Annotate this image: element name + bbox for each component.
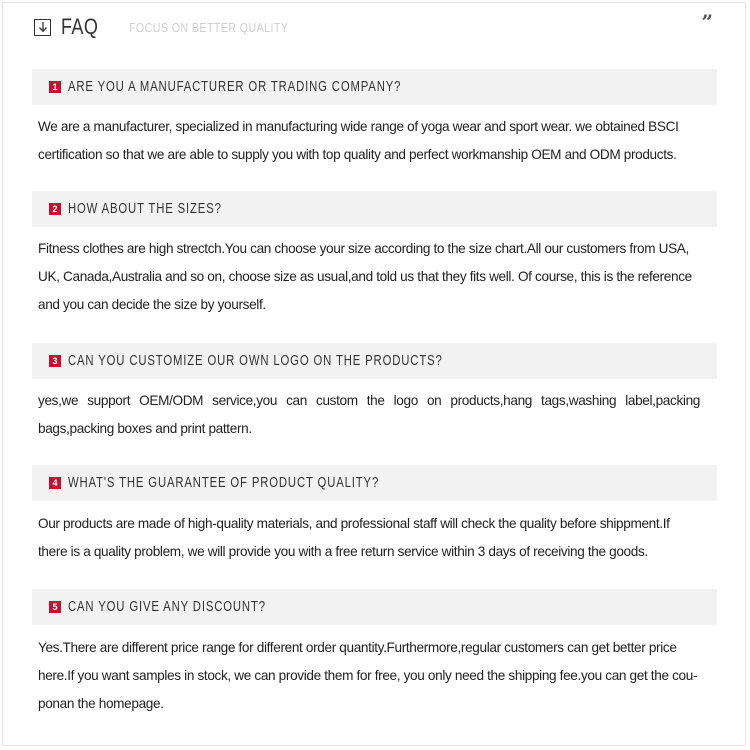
faq-answer-2: Fitness clothes are high strectch.You can choose your size according to the size chart.All our customers from USA, UK, Canada,Australia and so on, choose size as usual,and told us that they fits well. Of course, this is the reference and you can decide the size by yourself. xyxy=(38,241,692,312)
faq-question-1 xyxy=(32,69,717,105)
faq-answer-3: yes,we support OEM/ODM service,you can custom the logo on products,hang tags,washing label,packing bags,packing boxes and print pattern. xyxy=(38,393,700,436)
page-subtitle: FOCUS ON BETTER QUALITY xyxy=(129,19,289,35)
question-number-badge: 3 xyxy=(49,355,61,367)
question-text: CAN YOU CUSTOMIZE OUR OWN LOGO ON THE PRODUCTS? xyxy=(68,353,443,369)
question-number-badge: 4 xyxy=(49,477,61,489)
question-text: CAN YOU GIVE ANY DISCOUNT? xyxy=(68,599,266,615)
question-text: HOW ABOUT THE SIZES? xyxy=(68,201,222,217)
question-number-badge: 2 xyxy=(49,203,61,215)
arrow-down-icon xyxy=(34,19,51,36)
faq-header xyxy=(34,14,323,40)
page-title: FAQ xyxy=(61,14,99,39)
faq-answer-4: Our products are made of high-quality materials, and professional staff will check the quality before shippment.If there is a quality problem, we will provide you with a free return service within 3 days of receiving the goods. xyxy=(38,516,670,559)
question-text: WHAT'S THE GUARANTEE OF PRODUCT QUALITY? xyxy=(68,475,380,491)
faq-answer-5: Yes.There are different price range for different order quantity.Furthermore,regular customers can get better price here.If you want samples in stock, we can provide them for free, you only need the shipping fee.you can get the cou-ponan the homepage. xyxy=(38,640,698,711)
faq-answer-1: We are a manufacturer, specialized in manufacturing wide range of yoga wear and sport wear. we obtained BSCI certification so that we are able to supply you with top quality and perfect workmanship OEM and ODM products. xyxy=(38,119,679,162)
faq-question-4 xyxy=(32,465,717,501)
faq-question-5 xyxy=(32,589,717,625)
faq-question-3 xyxy=(32,343,717,379)
question-text: ARE YOU A MANUFACTURER OR TRADING COMPANY? xyxy=(68,79,402,95)
question-number-badge: 1 xyxy=(49,81,61,93)
question-number-badge: 5 xyxy=(49,601,61,613)
quote-icon: ” xyxy=(701,10,713,34)
faq-question-2 xyxy=(32,191,717,227)
